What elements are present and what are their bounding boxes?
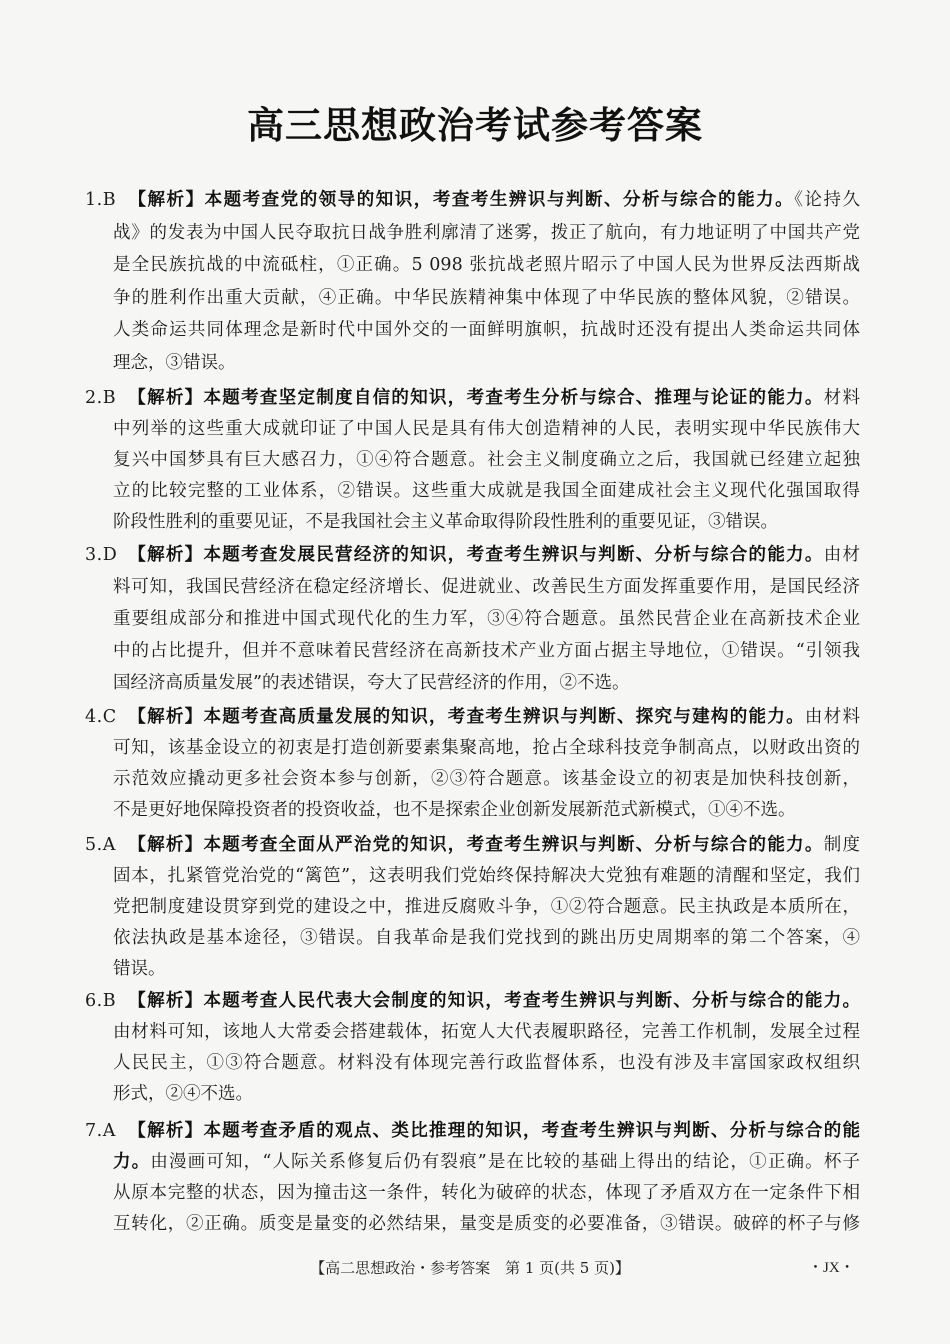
answer-line: [85, 184, 860, 217]
answer-line: 复兴中国梦具有巨大感召力，①④符合题意。社会主义制度确立之后，我国就已经建立起独: [113, 450, 860, 470]
analysis-heading: 【解析】本题考查发展民营经济的知识，考查考生辨识与判断、分析与综合的能力。: [127, 545, 824, 565]
answer-line: 互转化，②正确。质变是量变的必然结果，量变是质变的必要准备，③错误。破碎的杯子与修: [113, 1214, 860, 1234]
answer-item-3: [85, 539, 860, 699]
item-number: 5.A: [85, 835, 116, 855]
item-number: 4.C: [85, 707, 117, 727]
page-title: 高三思想政治考试参考答案: [247, 103, 703, 147]
footer-code: ・JX・: [808, 1260, 855, 1276]
answer-line: 战》的发表为中国人民夺取抗日战争胜利廓清了迷雾，拨正了航向，有力地证明了中国共产党: [113, 222, 860, 243]
answer-text: 由漫画可知，“人际关系修复后仍有裂痕”是在比较的基础上得出的结论，①正确。杯子: [150, 1152, 860, 1172]
answer-line: 人民民主，①③符合题意。材料没有体现完善行政监督体系，也没有涉及丰富国家政权组织: [113, 1053, 860, 1073]
answer-line: 中列举的这些重大成就印证了中国人民是具有伟大创造精神的人民，表明实现中华民族伟大: [113, 419, 860, 439]
answer-line: [85, 539, 860, 571]
answer-line: [85, 702, 860, 733]
item-number: 1.B: [85, 190, 117, 210]
answer-line: 由材料可知，该地人大常委会搭建载体，拓宽人大代表履职路径，完善工作机制，发展全过程: [113, 1022, 860, 1042]
answer-line: 阶段性胜利的重要见证，不是我国社会主义革命取得阶段性胜利的重要见证，③错误。: [113, 512, 778, 532]
analysis-heading: 【解析】本题考查人民代表大会制度的知识，考查考生辨识与判断、分析与综合的能力。: [127, 991, 860, 1011]
answer-line: 形式，②④不选。: [113, 1084, 253, 1104]
analysis-heading: 【解析】本题考查坚定制度自信的知识，考查考生分析与综合、推理与论证的能力。: [127, 388, 824, 408]
answer-item-5: [85, 830, 860, 985]
answer-line: 立的比较完整的工业体系，②错误。这些重大成就是我国全面建成社会主义现代化强国取得: [113, 481, 860, 501]
answer-item-7: [85, 1116, 860, 1240]
analysis-heading: 【解析】本题考查党的领导的知识，考查考生辨识与判断、分析与综合的能力。: [127, 190, 795, 210]
answer-line: 国经济高质量发展”的表述错误，夸大了民营经济的作用，②不选。: [113, 673, 630, 693]
answer-item-2: [85, 383, 860, 538]
answer-line: 人类命运共同体理念是新时代中国外交的一面鲜明旗帜，抗战时还没有提出人类命运共同体: [113, 320, 860, 340]
answer-item-6: [85, 986, 860, 1110]
answer-line: 是全民族抗战的中流砥柱，①正确。5 098 张抗战老照片昭示了中国人民为世界反法西斯战: [113, 255, 860, 275]
answer-item-4: [85, 702, 860, 826]
answer-line: 示范效应撬动更多社会资本参与创新，②③符合题意。该基金设立的初衷是加快科技创新，: [113, 769, 860, 789]
analysis-heading: 【解析】本题考查高质量发展的知识，考查考生辨识与判断、探究与建构的能力。: [127, 707, 805, 727]
answer-line: [85, 830, 860, 861]
answer-text: 由材: [823, 545, 860, 565]
answer-text: 材料: [823, 388, 860, 408]
answer-line: 争的胜利作出重大贡献，④正确。中华民族精神集中体现了中华民族的整体风貌，②错误。: [113, 287, 860, 308]
answer-line: 理念，③错误。: [113, 352, 236, 373]
answer-line: 固本，扎紧管党治党的“篱笆”，这表明我们党始终保持解决大党独有难题的清醒和坚定，我们: [113, 866, 860, 886]
answer-text: 《论持久: [794, 190, 860, 210]
page-footer: 【高二思想政治・参考答案 第 1 页(共 5 页)】: [310, 1259, 630, 1277]
answer-line: [85, 986, 860, 1017]
answer-line: 不是更好地保障投资者的投资收益，也不是探索企业创新发展新范式新模式，①④不选。: [113, 800, 796, 820]
item-number: 2.B: [85, 388, 117, 408]
answer-line: 从原本完整的状态，因为撞击这一条件，转化为破碎的状态，体现了矛盾双方在一定条件下相: [113, 1183, 860, 1203]
answer-line: 重要组成部分和推进中国式现代化的生力军，③④符合题意。虽然民营企业在高新技术企业: [113, 609, 860, 629]
item-number: 6.B: [85, 991, 117, 1011]
answer-line: 党把制度建设贯穿到党的建设之中，推进反腐败斗争，①②符合题意。民主执政是本质所在，: [113, 897, 860, 917]
answer-line: 错误。: [113, 959, 166, 979]
answer-line: 中的占比提升，但并不意味着民营经济在高新技术产业方面占据主导地位，①错误。“引领我: [113, 641, 860, 661]
answer-line: 依法执政是基本途径，③错误。自我革命是我们党找到的跳出历史周期率的第二个答案，④: [113, 928, 860, 948]
analysis-heading: 【解析】本题考查全面从严治党的知识，考查考生辨识与判断、分析与综合的能力。: [127, 835, 824, 855]
answer-line: [85, 383, 860, 414]
answer-item-1: [85, 184, 860, 379]
answer-line: 可知，该基金设立的初衷是打造创新要素集聚高地，抢占全球科技竞争制高点，以财政出资的: [113, 738, 860, 758]
answer-text: 制度: [823, 835, 860, 855]
item-number: 3.D: [85, 545, 118, 565]
answer-line: 料可知，我国民营经济在稳定经济增长、促进就业、改善民生方面发挥重要作用，是国民经济: [113, 577, 860, 597]
answer-line: [85, 1116, 860, 1147]
answer-text: 由材料: [804, 707, 860, 727]
item-number: 7.A: [85, 1121, 116, 1141]
analysis-heading: 【解析】本题考查矛盾的观点、类比推理的知识，考查考生辨识与判断、分析与综合的能: [127, 1121, 860, 1141]
analysis-heading-cont: 力。: [113, 1152, 151, 1172]
answer-line: [113, 1147, 860, 1178]
